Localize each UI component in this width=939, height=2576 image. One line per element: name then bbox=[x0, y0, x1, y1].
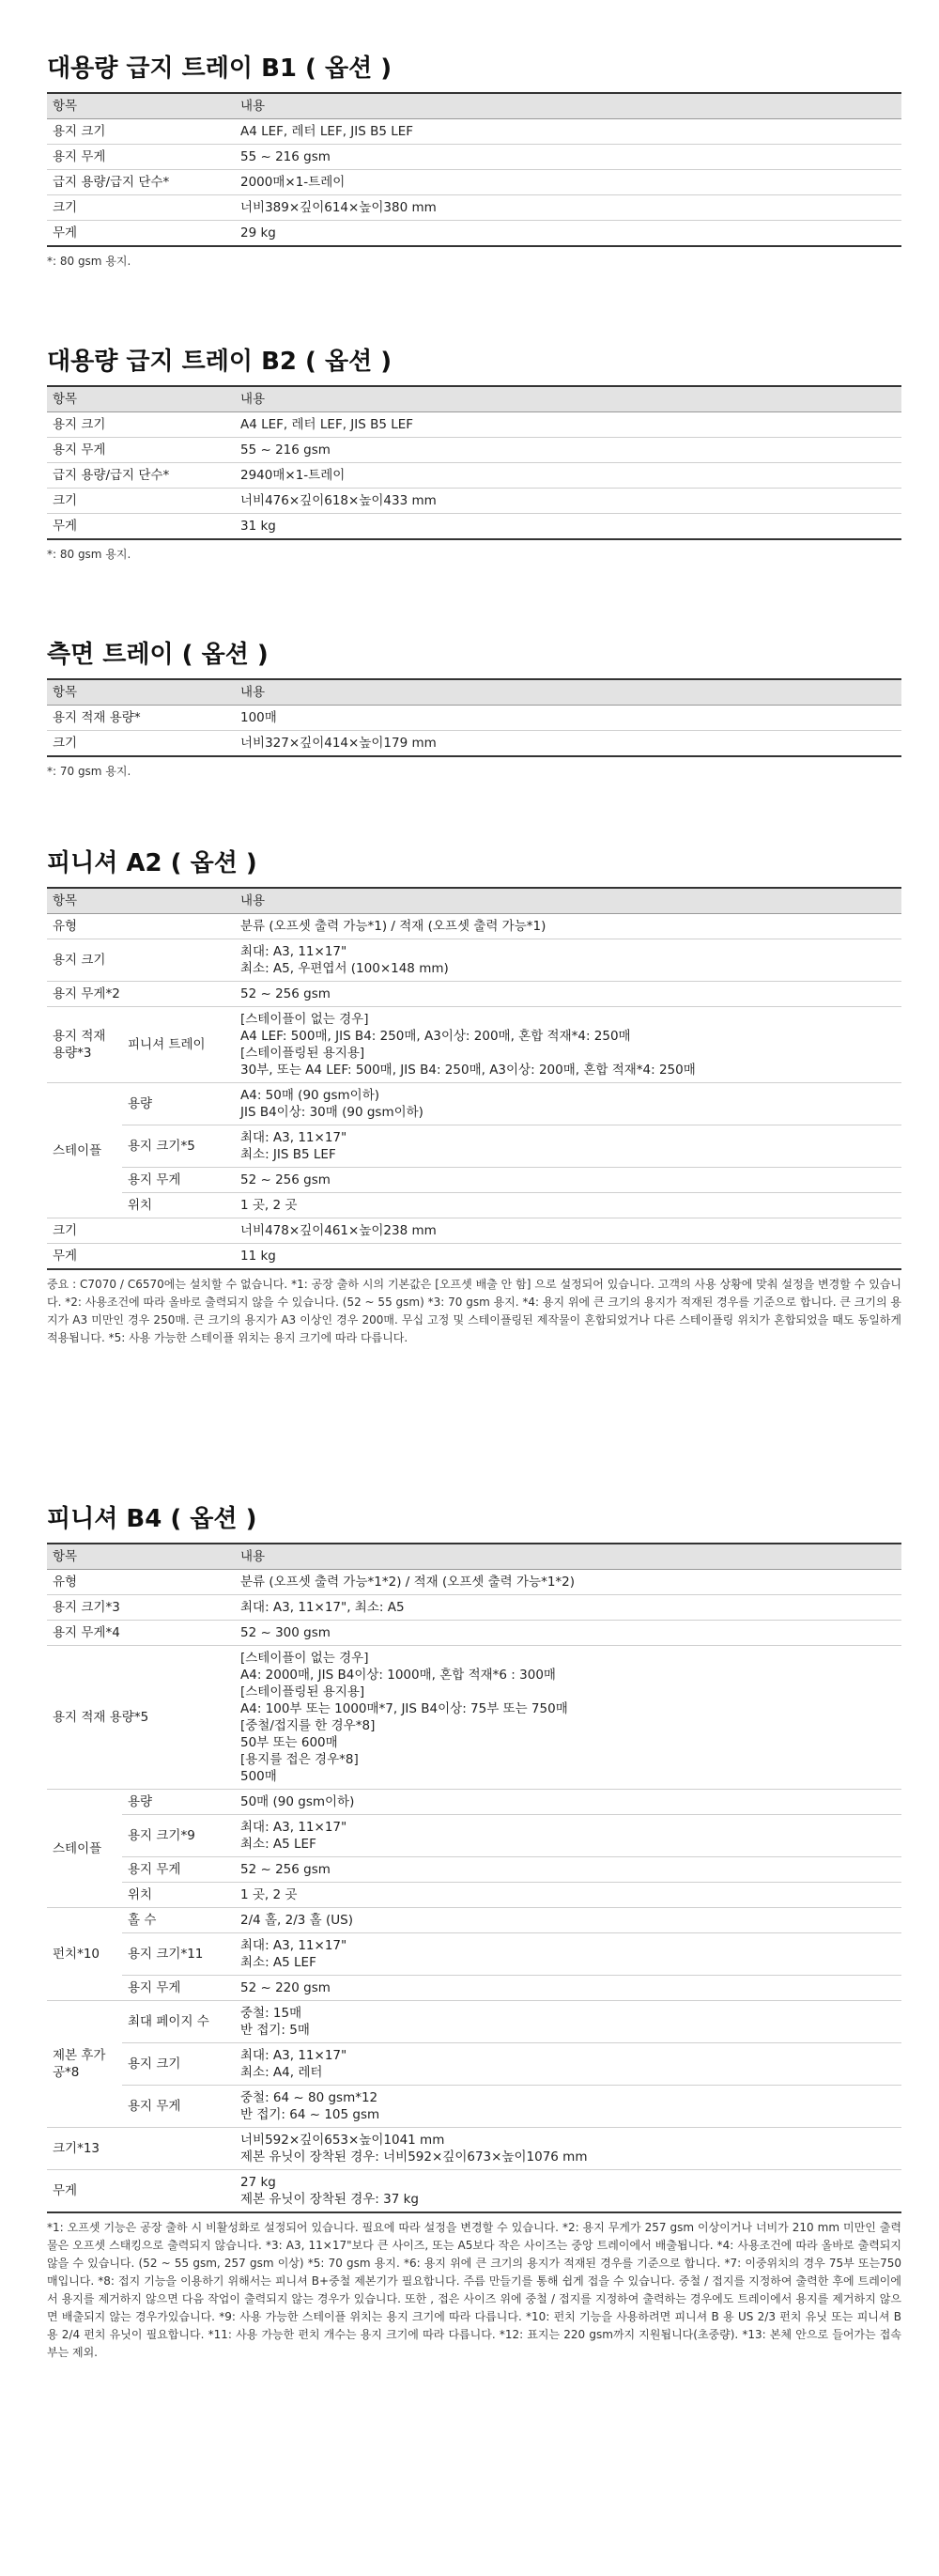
column-header-content: 내용 bbox=[235, 386, 901, 412]
row-value: [스테이플이 없는 경우] A4 LEF: 500매, JIS B4: 250매, A3이상: 200매, 혼합 적재*4: 250매 [스테이플링된 용지용] 30부, 또는 A4 LEF: 500매, JIS B4: 250매, A3이상: 200매, 혼합 적재*4: 250매 bbox=[235, 1007, 901, 1083]
row-label: 용지 무게 bbox=[47, 145, 235, 170]
row-value: 최대: A3, 11×17" 최소: A5 LEF bbox=[235, 1933, 901, 1976]
row-value: 50매 (90 gsm이하) bbox=[235, 1790, 901, 1815]
section-finisher-b4 bbox=[47, 1503, 901, 2362]
table-row bbox=[47, 195, 901, 221]
table-header-row bbox=[47, 93, 901, 119]
row-value: 52 ~ 220 gsm bbox=[235, 1976, 901, 2001]
row-sublabel: 위치 bbox=[122, 1193, 235, 1218]
column-header-item: 항목 bbox=[47, 1544, 235, 1570]
table-header-row bbox=[47, 386, 901, 412]
spec-table bbox=[47, 385, 901, 540]
table-row bbox=[47, 119, 901, 145]
section-title: 피니셔 A2 ( 옵션 ) bbox=[47, 849, 257, 877]
column-header-content: 내용 bbox=[235, 93, 901, 119]
row-value: 너비389×깊이614×높이380 mm bbox=[235, 195, 901, 221]
table-header-row bbox=[47, 1544, 901, 1570]
table-row bbox=[47, 463, 901, 489]
group-label-staple: 스테이플 bbox=[47, 1083, 122, 1218]
table-row bbox=[47, 2170, 901, 2213]
section-tray-b2 bbox=[47, 346, 901, 564]
row-label: 크기 bbox=[47, 731, 235, 757]
table-row bbox=[47, 1570, 901, 1595]
row-value: 너비478×깊이461×높이238 mm bbox=[235, 1218, 901, 1244]
row-value: 최대: A3, 11×17" 최소: A5 LEF bbox=[235, 1815, 901, 1857]
row-label: 용지 크기*3 bbox=[47, 1595, 235, 1621]
row-value: 27 kg 제본 유닛이 장착된 경우: 37 kg bbox=[235, 2170, 901, 2213]
row-sublabel: 피니셔 트레이 bbox=[122, 1007, 235, 1083]
row-label: 크기 bbox=[47, 195, 235, 221]
spec-table bbox=[47, 92, 901, 247]
row-label: 용지 무게 bbox=[47, 438, 235, 463]
table-row bbox=[47, 221, 901, 247]
row-sublabel: 용지 무게 bbox=[122, 1976, 235, 2001]
table-row bbox=[47, 1007, 901, 1083]
row-label: 용지 적재 용량*5 bbox=[47, 1646, 235, 1790]
row-label: 크기 bbox=[47, 489, 235, 514]
table-row bbox=[47, 2086, 901, 2128]
row-value: 중철: 64 ~ 80 gsm*12 반 접기: 64 ~ 105 gsm bbox=[235, 2086, 901, 2128]
footnote: 중요 : C7070 / C6570에는 설치할 수 없습니다. *1: 공장 출하 시의 기본값은 [오프셋 배출 안 함] 으로 설정되어 있습니다. 고객의 사용 상황에 맞춰 설정을 변경할 수 있습니다. *2: 사용조건에 따라 올바로 출력되지 않을 수 있습니다. (52 ~ 55 gsm) *3: 70 gsm 용지. *4: 용지 위에 큰 크기의 용지가 적재된 경우를 기준으로 합니다. 큰 크기의 용지가 A3 미만인 경우 250매. 큰 크기의 용지가 A3 이상인 경우 200매. 무십 고정 및 스테이플링된 제작물이 혼합되었거나 다른 스테이플링 위치가 혼합되었을 때도 동일하게 적용됩니다. *5: 사용 가능한 스테이플 위치는 용지 크기에 따라 다릅니다. bbox=[47, 1278, 901, 1344]
row-sublabel: 용지 무게 bbox=[122, 1857, 235, 1883]
row-value: A4 LEF, 레터 LEF, JIS B5 LEF bbox=[235, 412, 901, 438]
table-row bbox=[47, 1125, 901, 1168]
footnote: *1: 오프셋 기능은 공장 출하 시 비활성화로 설정되어 있습니다. 필요에 따라 설정을 변경할 수 있습니다. *2: 용지 무게가 257 gsm 이상이거나 너비가 210 mm 미만인 출력물은 오프셋 스태킹으로 출력되지 않습니다. *3: A3, 11×17"보다 큰 사이즈, 또는 A5보다 작은 사이즈는 중앙 트레이에서 배출됩니다. *4: 사용조건에 따라 올바로 출력되지 않을 수 있습니다. (52 ~ 55 gsm, 257 gsm 이상) *5: 70 gsm 용지. *6: 용지 위에 큰 크기의 용지가 적재된 경우를 기준으로 합니다. *7: 이중위치의 경우 75부 또는750매입니다. *8: 접지 기능을 이용하기 위해서는 피니셔 B+중철 제본기가 필요합니다. 주름 만들기를 통해 쉽게 접을 수 있습니다. 중철 / 접지를 지정하여 출력한 후에 트레이에서 용지를 제거하지 않으면 다음 작업이 출력되지 않는 경우가 있습니다. 또한 , 접은 사이즈 위에 중철 / 접지를 지정하여 출력하는 경우에도 트레이에서 용지를 제거하지 않으면 배출되지 않는 경우가있습니다. *9: 사용 가능한 스테이플 위치는 용지 크기에 따라 다릅니다. *10: 펀치 기능을 사용하려면 피니셔 B 용 US 2/3 펀치 유닛 또는 피니셔 B 용 2/4 펀치 유닛이 필요합니다. *11: 사용 가능한 펀치 개수는 용지 크기에 따라 다릅니다. *12: 표지는 220 gsm까지 지원됩니다(초중량). *13: 본체 안으로 들어가는 접속부는 제외. bbox=[47, 2221, 901, 2359]
row-label: 용지 무게*2 bbox=[47, 982, 235, 1007]
table-row bbox=[47, 982, 901, 1007]
table-row bbox=[47, 145, 901, 170]
row-label: 용지 무게*4 bbox=[47, 1621, 235, 1646]
table-row bbox=[47, 1244, 901, 1270]
table-row bbox=[47, 2001, 901, 2043]
table-row bbox=[47, 1595, 901, 1621]
table-row bbox=[47, 170, 901, 195]
section-title: 대용량 급지 트레이 B1 ( 옵션 ) bbox=[47, 54, 393, 83]
group-label-staple: 스테이플 bbox=[47, 1790, 122, 1908]
row-value: 너비476×깊이618×높이433 mm bbox=[235, 489, 901, 514]
table-row bbox=[47, 1083, 901, 1125]
table-row bbox=[47, 1857, 901, 1883]
row-label: 무게 bbox=[47, 1244, 235, 1270]
section-side-tray bbox=[47, 639, 901, 781]
table-row bbox=[47, 438, 901, 463]
row-sublabel: 용량 bbox=[122, 1790, 235, 1815]
row-value: 2/4 홀, 2/3 홀 (US) bbox=[235, 1908, 901, 1933]
section-title: 피니셔 B4 ( 옵션 ) bbox=[47, 1505, 257, 1533]
footnote: *: 80 gsm 용지. bbox=[47, 548, 131, 561]
row-sublabel: 용지 무게 bbox=[122, 2086, 235, 2128]
row-value: 55 ~ 216 gsm bbox=[235, 145, 901, 170]
row-sublabel: 용량 bbox=[122, 1083, 235, 1125]
row-value: 2000매×1-트레이 bbox=[235, 170, 901, 195]
spec-table bbox=[47, 1543, 901, 2213]
section-title: 대용량 급지 트레이 B2 ( 옵션 ) bbox=[47, 348, 393, 376]
table-row bbox=[47, 1908, 901, 1933]
row-value: 1 곳, 2 곳 bbox=[235, 1193, 901, 1218]
row-label: 무게 bbox=[47, 221, 235, 247]
row-sublabel: 최대 페이지 수 bbox=[122, 2001, 235, 2043]
table-row bbox=[47, 731, 901, 757]
row-label: 용지 크기 bbox=[47, 412, 235, 438]
row-sublabel: 용지 크기*9 bbox=[122, 1815, 235, 1857]
row-label: 용지 크기 bbox=[47, 939, 235, 982]
table-row bbox=[47, 1646, 901, 1790]
column-header-content: 내용 bbox=[235, 1544, 901, 1570]
row-value: 100매 bbox=[235, 706, 901, 731]
table-row bbox=[47, 1621, 901, 1646]
row-value: 1 곳, 2 곳 bbox=[235, 1883, 901, 1908]
row-label: 유형 bbox=[47, 1570, 235, 1595]
column-header-item: 항목 bbox=[47, 386, 235, 412]
table-row bbox=[47, 1168, 901, 1193]
section-title: 측면 트레이 ( 옵션 ) bbox=[47, 641, 269, 669]
row-value: 최대: A3, 11×17" 최소: A4, 레터 bbox=[235, 2043, 901, 2086]
row-value: 분류 (오프셋 출력 가능*1) / 적재 (오프셋 출력 가능*1) bbox=[235, 914, 901, 939]
row-value: 55 ~ 216 gsm bbox=[235, 438, 901, 463]
row-sublabel: 용지 크기*5 bbox=[122, 1125, 235, 1168]
table-row bbox=[47, 412, 901, 438]
row-sublabel: 용지 크기 bbox=[122, 2043, 235, 2086]
table-row bbox=[47, 1933, 901, 1976]
table-row bbox=[47, 1883, 901, 1908]
table-row bbox=[47, 1193, 901, 1218]
row-value: 52 ~ 256 gsm bbox=[235, 1168, 901, 1193]
row-label: 용지 크기 bbox=[47, 119, 235, 145]
row-label: 용지 적재 용량* bbox=[47, 706, 235, 731]
row-value: A4: 50매 (90 gsm이하) JIS B4이상: 30매 (90 gsm이하) bbox=[235, 1083, 901, 1125]
group-label-punch: 펀치*10 bbox=[47, 1908, 122, 2001]
row-value: 최대: A3, 11×17" 최소: A5, 우편엽서 (100×148 mm) bbox=[235, 939, 901, 982]
row-label: 유형 bbox=[47, 914, 235, 939]
row-sublabel: 홀 수 bbox=[122, 1908, 235, 1933]
row-value: 너비327×깊이414×높이179 mm bbox=[235, 731, 901, 757]
footnote: *: 70 gsm 용지. bbox=[47, 765, 131, 778]
row-value: 52 ~ 256 gsm bbox=[235, 1857, 901, 1883]
table-header-row bbox=[47, 888, 901, 914]
row-value: 2940매×1-트레이 bbox=[235, 463, 901, 489]
row-label: 크기*13 bbox=[47, 2128, 235, 2170]
row-label: 용지 적재 용량*3 bbox=[47, 1007, 122, 1083]
row-value: 분류 (오프셋 출력 가능*1*2) / 적재 (오프셋 출력 가능*1*2) bbox=[235, 1570, 901, 1595]
section-finisher-a2 bbox=[47, 847, 901, 1347]
row-label: 무게 bbox=[47, 2170, 235, 2213]
row-value: 최대: A3, 11×17" 최소: JIS B5 LEF bbox=[235, 1125, 901, 1168]
column-header-item: 항목 bbox=[47, 93, 235, 119]
table-row bbox=[47, 1976, 901, 2001]
row-label: 크기 bbox=[47, 1218, 235, 1244]
row-label: 급지 용량/급지 단수* bbox=[47, 463, 235, 489]
row-value: [스테이플이 없는 경우] A4: 2000매, JIS B4이상: 1000매, 혼합 적재*6 : 300매 [스테이플링된 용지용] A4: 100부 또는 1000매*7, JIS B4이상: 75부 또는 750매 [중철/접지를 한 경우*8] 50부 또는 600매 [용지를 접은 경우*8] 500매 bbox=[235, 1646, 901, 1790]
column-header-content: 내용 bbox=[235, 888, 901, 914]
column-header-item: 항목 bbox=[47, 679, 235, 706]
row-value: 31 kg bbox=[235, 514, 901, 540]
table-header-row bbox=[47, 679, 901, 706]
table-row bbox=[47, 1218, 901, 1244]
row-sublabel: 용지 무게 bbox=[122, 1168, 235, 1193]
group-label-bookbinding: 제본 후가공*8 bbox=[47, 2001, 122, 2128]
table-row bbox=[47, 514, 901, 540]
footnote: *: 80 gsm 용지. bbox=[47, 255, 131, 268]
table-row bbox=[47, 489, 901, 514]
row-label: 급지 용량/급지 단수* bbox=[47, 170, 235, 195]
row-value: 29 kg bbox=[235, 221, 901, 247]
table-row bbox=[47, 914, 901, 939]
section-tray-b1 bbox=[47, 53, 901, 271]
table-row bbox=[47, 939, 901, 982]
row-value: 11 kg bbox=[235, 1244, 901, 1270]
row-sublabel: 위치 bbox=[122, 1883, 235, 1908]
table-row bbox=[47, 706, 901, 731]
table-row bbox=[47, 2043, 901, 2086]
row-label: 무게 bbox=[47, 514, 235, 540]
row-value: A4 LEF, 레터 LEF, JIS B5 LEF bbox=[235, 119, 901, 145]
row-value: 최대: A3, 11×17", 최소: A5 bbox=[235, 1595, 901, 1621]
spec-table bbox=[47, 887, 901, 1270]
column-header-content: 내용 bbox=[235, 679, 901, 706]
row-value: 52 ~ 256 gsm bbox=[235, 982, 901, 1007]
table-row bbox=[47, 1815, 901, 1857]
row-value: 너비592×깊이653×높이1041 mm 제본 유닛이 장착된 경우: 너비592×깊이673×높이1076 mm bbox=[235, 2128, 901, 2170]
spec-table bbox=[47, 678, 901, 757]
row-value: 중철: 15매 반 접기: 5매 bbox=[235, 2001, 901, 2043]
table-row bbox=[47, 2128, 901, 2170]
row-value: 52 ~ 300 gsm bbox=[235, 1621, 901, 1646]
table-row bbox=[47, 1790, 901, 1815]
row-sublabel: 용지 크기*11 bbox=[122, 1933, 235, 1976]
column-header-item: 항목 bbox=[47, 888, 235, 914]
